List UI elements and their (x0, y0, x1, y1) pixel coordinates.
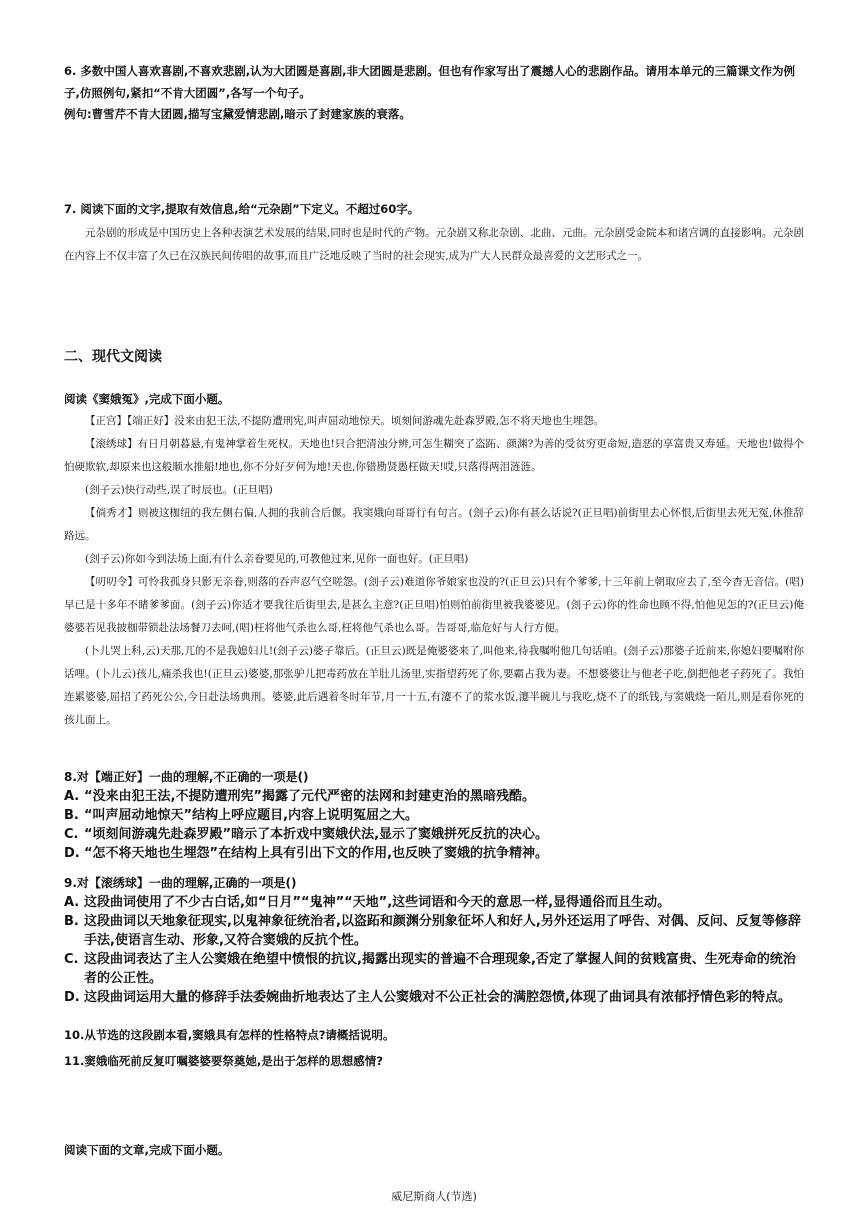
question-6-text: 6. 多数中国人喜欢喜剧,不喜欢悲剧,认为大团圆是喜剧,非大团圆是悲剧。但也有作家写出了震撼人心的悲剧作品。请用本单元的三篇课文作为例子,仿照例句,紧扣“不肯大团圆”,各写一个句子。 (64, 64, 795, 100)
passage-paragraph: (卜儿哭上科,云)天那,兀的不是我媳妇儿!(刽子云)婆子靠后。(正旦云)既是俺婆婆来了,叫他来,待我嘱咐他几句话咱。(刽子云)那婆子近前来,你媳妇要嘱咐你话哩。(卜儿云)孩儿,痛杀我也!(正旦云)婆婆,那张驴儿把毒药放在羊肚儿汤里,实指望药死了你,要霸占我为妻。不想婆婆让与他老子吃,倒把他老子药死了。我怕连累婆婆,屈招了药死公公,今日赴法场典刑。婆婆,此后遇着冬时年节,月一十五,有瀽不了的浆水饭,瀽半碗儿与我吃,烧不了的纸钱,与窦娥烧一陌儿,则是看你死的孩儿面上。 (64, 645, 804, 726)
question-9 (64, 874, 804, 1007)
question-7 (64, 198, 804, 220)
question-10: 10.从节选的这段剧本看,窦娥具有怎样的性格特点?请概括说明。 (64, 1028, 395, 1042)
question-9-option-d[interactable]: D. 这段曲词运用大量的修辞手法委婉曲折地表达了主人公窦娥对不公正社会的满腔怨愤,体现了曲词具有浓郁抒情色彩的特点。 (64, 990, 791, 1005)
dou-e-passage (64, 410, 804, 732)
question-8 (64, 768, 804, 863)
passage-paragraph: (刽子云)你如今到法场上面,有什么亲眷要见的,可教他过来,见你一面也好。(正旦唱) (85, 553, 469, 565)
question-8-option-d[interactable]: D. “怎不将天地也生埋怨”在结构上具有引出下文的作用,也反映了窦娥的抗争精神。 (64, 846, 549, 861)
question-7-text: 7. 阅读下面的文字,提取有效信息,给“元杂剧”下定义。不超过60字。 (64, 202, 420, 216)
passage-paragraph: 【滚绣球】有日月朝暮悬,有鬼神掌着生死权。天地也!只合把清浊分辨,可怎生糊突了盗跖、颜渊?为善的受贫穷更命短,造恶的享富贵又寿延。天地也!做得个怕硬欺软,却原来也这般顺水推船!地也,你不分好歹何为地!天也,你错勘贤愚枉做天!哎,只落得两泪涟涟。 (64, 438, 804, 473)
passage-paragraph: 【正宫】【端正好】没来由犯王法,不提防遭刑宪,叫声屈动地惊天。顷刻间游魂先赴森罗殿,怎不将天地也生埋怨。 (85, 415, 605, 427)
question-9-option-a[interactable]: A. 这段曲词使用了不少古白话,如“日月”“鬼神”“天地”,这些词语和今天的意思一样,显得通俗而且生动。 (64, 895, 671, 910)
passage-paragraph: 【叨叨令】可怜我孤身只影无亲眷,则落的吞声忍气空嗟怨。(刽子云)难道你爷娘家也没的?(正旦云)只有个爹爹,十三年前上朝取应去了,至今杳无音信。(唱)早已是十多年不睹爹爹面。(刽子云)你适才要我往后街里去,是甚么主意?(正旦唱)怕则怕前街里被我婆婆见。(刽子云)你的性命也顾不得,怕他见怎的?(正旦云)俺婆婆若见我披枷带锁赴法场餐刀去呵,(唱)枉将他气杀也么哥,枉将他气杀也么哥。告哥哥,临危好与人行方便。 (64, 576, 804, 634)
next-article-title: 威尼斯商人(节选) (391, 1190, 477, 1203)
question-9-stem: 9.对【滚绣球】一曲的理解,正确的一项是() (64, 876, 297, 890)
question-7-passage (64, 222, 804, 268)
question-11: 11.窦娥临死前反复叮嘱婆婆要祭奠她,是出于怎样的思想感情? (64, 1054, 383, 1068)
section-intro: 阅读《窦娥冤》,完成下面小题。 (64, 392, 230, 406)
question-9-option-b[interactable]: B. 这段曲词以天地象征现实,以鬼神象征统治者,以盗跖和颜渊分别象征坏人和好人,另外还运用了呼告、对偶、反问、反复等修辞手法,使语言生动、形象,又符合窦娥的反抗个性。 (64, 914, 801, 948)
question-8-option-a[interactable]: A. “没来由犯王法,不提防遭刑宪”揭露了元代严密的法网和封建吏治的黑暗残酷。 (64, 789, 536, 804)
question-8-stem: 8.对【端正好】一曲的理解,不正确的一项是() (64, 770, 309, 784)
section-title: 二、现代文阅读 (64, 349, 162, 365)
next-reading-intro: 阅读下面的文章,完成下面小题。 (64, 1143, 230, 1157)
passage-paragraph: (刽子云)快行动些,误了时辰也。(正旦唱) (85, 484, 273, 496)
question-6 (64, 60, 804, 124)
question-8-option-c[interactable]: C. “顷刻间游魂先赴森罗殿”暗示了本折戏中窦娥伏法,显示了窦娥拼死反抗的决心。 (64, 827, 549, 842)
yuan-zaju-passage: 元杂剧的形成是中国历史上各种表演艺术发展的结果,同时也是时代的产物。元杂剧又称北杂剧、北曲、元曲。元杂剧受金院本和诸宫调的直接影响。元杂剧在内容上不仅丰富了久已在汉族民间传唱的故事,而且广泛地反映了当时的社会现实,成为广大人民群众最喜爱的文艺形式之一。 (64, 227, 804, 262)
question-6-example: 例句:曹雪芹不肯大团圆,描写宝黛爱情悲剧,暗示了封建家族的衰落。 (64, 107, 411, 121)
question-9-option-c[interactable]: C. 这段曲词表达了主人公窦娥在绝望中愤恨的抗议,揭露出现实的普遍不合理现象,否定了掌握人间的贫贱富贵、生死寿命的统治者的公正性。 (64, 952, 796, 986)
passage-paragraph: 【倘秀才】则被这枷纽的我左侧右偏,人拥的我前合后偃。我窦娥向哥哥行有句言。(刽子云)你有甚么话说?(正旦唱)前街里去心怀恨,后街里去死无冤,休推辞路远。 (64, 507, 804, 542)
question-8-option-b[interactable]: B. “叫声屈动地惊天”结构上呼应题目,内容上说明冤屈之大。 (64, 808, 419, 823)
